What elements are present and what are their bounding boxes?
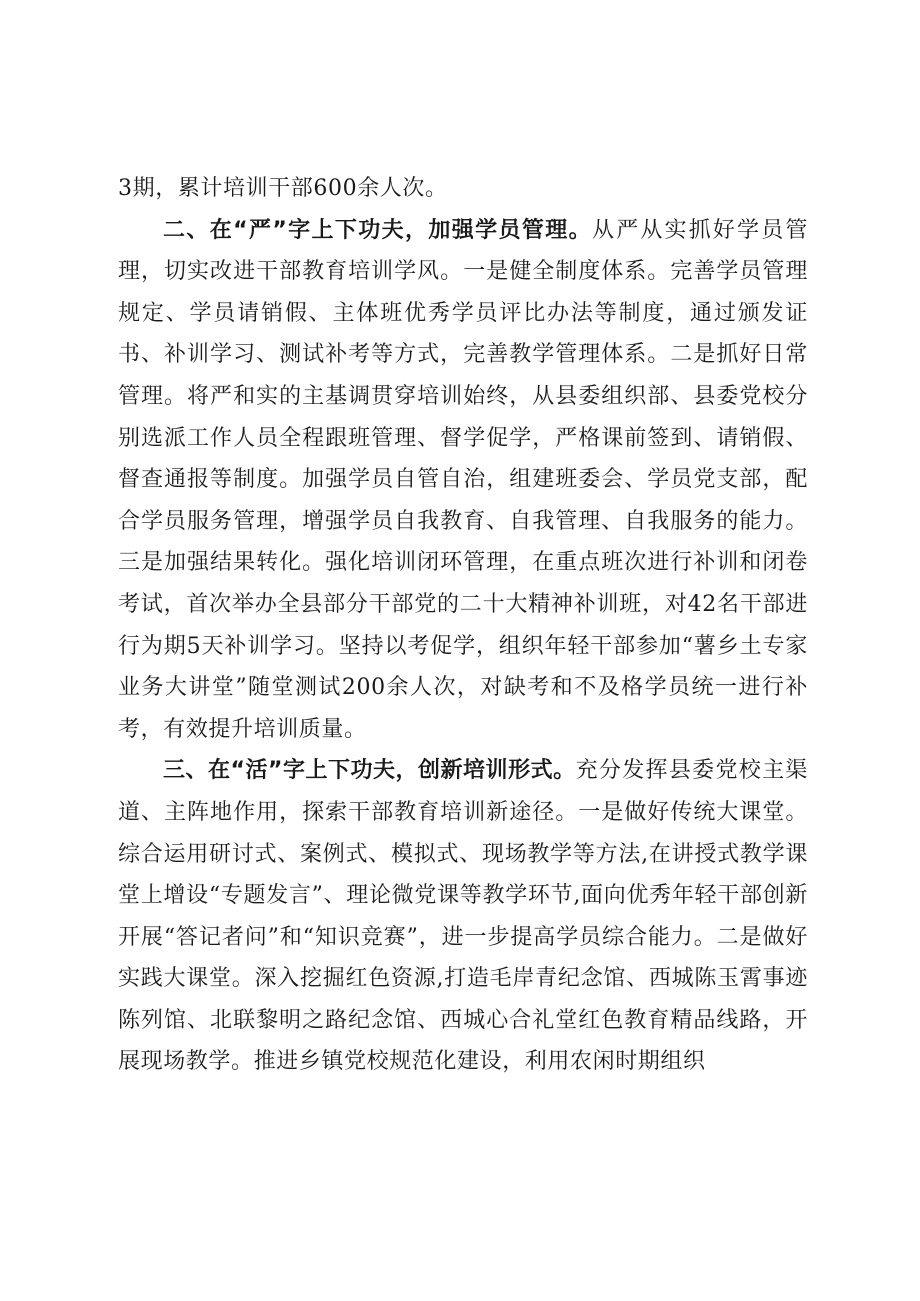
section-3-paragraph	[118, 750, 808, 1083]
section-3-heading: 三、在“活”字上下功夫，创新培训形式。	[163, 758, 576, 784]
section-2-paragraph	[118, 210, 808, 751]
section-3-body: 充分发挥县委党校主渠道、主阵地作用，探索干部教育培训新途径。一是做好传统大课堂。综合运用研讨式、案例式、模拟式、现场教学等方法,在讲授式教学课堂上增设“专题发言”、理论微党课等教学环节,面向优秀年轻干部创新开展“答记者问”和“知识竞赛”，进一步提高学员综合能力。二是做好实践大课堂。深入挖掘红色资源,打造毛岸青纪念馆、西城陈玉霄事迹陈列馆、北联黎明之路纪念馆、西城心合礼堂红色教育精品线路，开展现场教学。推进乡镇党校规范化建设，利用农闲时期组织	[118, 758, 808, 1075]
section-2-body: 从严从实抓好学员管理，切实改进干部教育培训学风。一是健全制度体系。完善学员管理规定、学员请销假、主体班优秀学员评比办法等制度，通过颁发证书、补训学习、测试补考等方式，完善教学管理体系。二是抓好日常管理。将严和实的主基调贯穿培训始终，从县委组织部、县委党校分别选派工作人员全程跟班管理、督学促学，严格课前签到、请销假、督查通报等制度。加强学员自管自治，组建班委会、学员党支部，配合学员服务管理，增强学员自我教育、自我管理、自我服务的能力。三是加强结果转化。强化培训闭环管理，在重点班次进行补训和闭卷考试，首次举办全县部分干部党的二十大精神补训班，对42名干部进行为期5天补训学习。坚持以考促学，组织年轻干部参加“薯乡土专家业务大讲堂”随堂测试200余人次，对缺考和不及格学员统一进行补考，有效提升培训质量。	[118, 217, 808, 742]
continuation-paragraph: 3期，累计培训干部600余人次。	[118, 176, 448, 201]
section-2-heading: 二、在“严”字上下功夫，加强学员管理。	[163, 217, 593, 243]
document-body	[118, 168, 808, 1083]
